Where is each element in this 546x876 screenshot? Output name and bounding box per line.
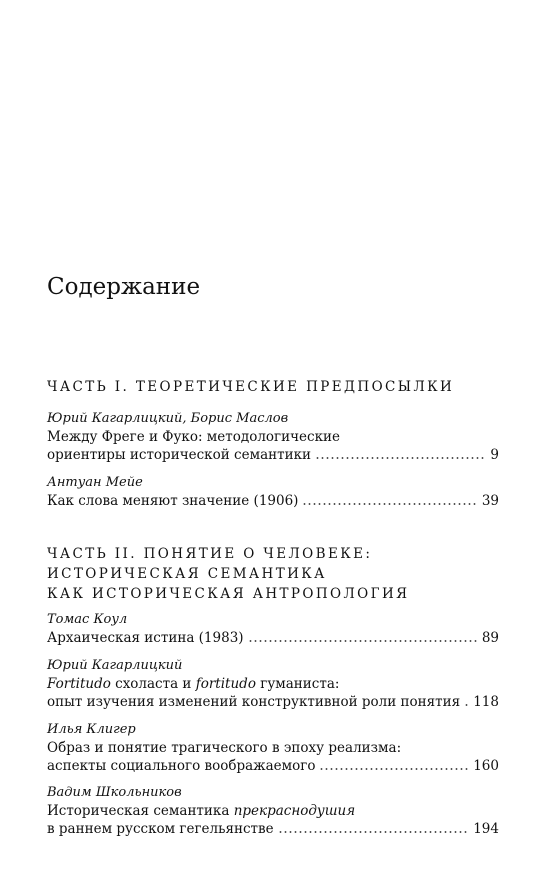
entry-author: Илья Клигер	[47, 722, 136, 737]
part-2-title-line: ЧАСТЬ II. ПОНЯТИЕ О ЧЕЛОВЕКЕ:	[47, 546, 373, 562]
toc-entry-2[interactable]	[47, 474, 499, 510]
entry-author: Вадим Школьников	[47, 785, 182, 800]
entry-title-last-line	[47, 757, 499, 775]
entry-title-text: Как слова меняют значение (1906)	[47, 493, 299, 509]
entry-author: Юрий Кагарлицкий, Борис Маслов	[47, 411, 289, 426]
entry-author: Томас Коул	[47, 612, 128, 627]
entry-title-text: Историческая семантика	[47, 803, 234, 819]
part-1-title	[47, 377, 454, 397]
entry-title-line	[47, 675, 499, 693]
page-number: 9	[490, 447, 499, 463]
page-number: 160	[473, 758, 499, 774]
entry-author: Юрий Кагарлицкий	[47, 658, 183, 673]
part-1-title-line: ЧАСТЬ I. ТЕОРЕТИЧЕСКИЕ ПРЕДПОСЫЛКИ	[47, 379, 455, 395]
entry-title-line	[47, 802, 499, 820]
toc-entry-1[interactable]	[47, 410, 499, 464]
entry-title-last-line	[47, 693, 499, 711]
page-number: 39	[481, 493, 499, 509]
entry-title-line: Образ и понятие трагического в эпоху реализма:	[47, 740, 402, 756]
entry-author: Антуан Мейе	[47, 475, 143, 490]
toc-entry-3[interactable]	[47, 611, 499, 647]
entry-title-last-line	[47, 492, 499, 510]
dot-leader	[315, 456, 486, 460]
entry-title-last-line	[47, 446, 499, 464]
dot-leader	[319, 767, 469, 771]
dot-leader	[278, 830, 470, 834]
toc-entry-4[interactable]	[47, 657, 499, 711]
entry-title-text: схоласта и	[110, 676, 196, 692]
entry-title-text: ориентиры исторической семантики	[47, 447, 312, 463]
entry-title-line: Между Фреге и Фуко: методологические	[47, 429, 341, 445]
entry-title-text: опыт изучения изменений конструктивной роли понятия	[47, 694, 461, 710]
emphasized-term: прекраснодушия	[233, 803, 356, 819]
page-number: 118	[473, 694, 499, 710]
part-2-title	[47, 544, 409, 604]
entry-title-last-line	[47, 820, 499, 838]
latin-term: Fortitudo	[47, 676, 111, 692]
page-title: Содержание	[47, 274, 201, 300]
dot-leader	[302, 502, 477, 506]
page-number: 194	[473, 821, 499, 837]
latin-term: fortitudo	[195, 676, 256, 692]
entry-title-last-line	[47, 629, 499, 647]
entry-title-text: Архаическая истина (1983)	[47, 630, 244, 646]
entry-title-text: аспекты социального воображаемого	[47, 758, 316, 774]
dot-leader	[464, 703, 469, 707]
toc-entry-5[interactable]	[47, 721, 499, 775]
entry-title-text: гуманиста:	[255, 676, 340, 692]
part-2-title-line: КАК ИСТОРИЧЕСКАЯ АНТРОПОЛОГИЯ	[47, 586, 410, 602]
page-number: 89	[481, 630, 499, 646]
part-2-title-line: ИСТОРИЧЕСКАЯ СЕМАНТИКА	[47, 566, 327, 582]
toc-entry-6[interactable]	[47, 784, 499, 838]
entry-title-text: в раннем русском гегельянстве	[47, 821, 274, 837]
dot-leader	[248, 639, 478, 643]
